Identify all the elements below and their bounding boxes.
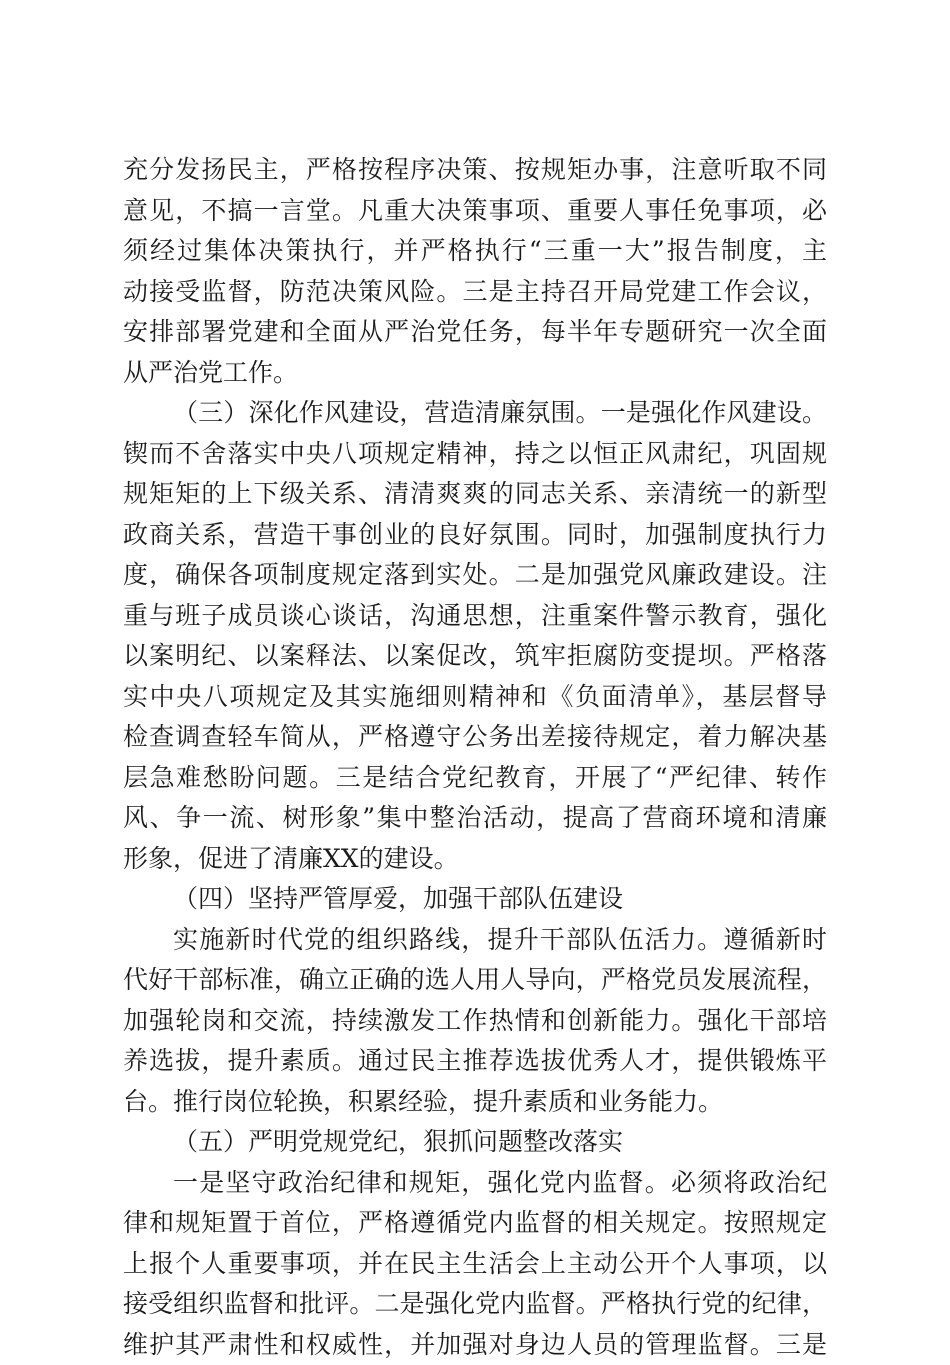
text-line: 风、争一流、树形象”集中整治活动，提高了营商环境和清廉 bbox=[123, 798, 827, 839]
text-line: （三）深化作风建设，营造清廉氛围。一是强化作风建设。 bbox=[123, 393, 827, 434]
section-heading: （五）严明党规党纪，狠抓问题整改落实 bbox=[123, 1122, 827, 1163]
text-line: 实施新时代党的组织路线，提升干部队伍活力。遵循新时 bbox=[123, 920, 827, 961]
text-line: 实中央八项规定及其实施细则精神和《负面清单》，基层督导 bbox=[123, 677, 827, 718]
text-line: 规矩矩的上下级关系、清清爽爽的同志关系、亲清统一的新型 bbox=[123, 474, 827, 515]
text-line: 加强轮岗和交流，持续激发工作热情和创新能力。强化干部培 bbox=[123, 1001, 827, 1042]
text-line: 一是坚守政治纪律和规矩，强化党内监督。必须将政治纪 bbox=[123, 1163, 827, 1204]
section-heading: （四）坚持严管厚爱，加强干部队伍建设 bbox=[123, 879, 827, 920]
text-line: 安排部署党建和全面从严治党任务，每半年专题研究一次全面 bbox=[123, 312, 827, 353]
text-line: 重与班子成员谈心谈话，沟通思想，注重案件警示教育，强化 bbox=[123, 596, 827, 637]
text-line: 充分发扬民主，严格按程序决策、按规矩办事，注意听取不同 bbox=[123, 150, 827, 191]
text-line: 从严治党工作。 bbox=[123, 353, 827, 394]
text-line: 接受组织监督和批评。二是强化党内监督。严格执行党的纪律， bbox=[123, 1284, 827, 1325]
text-line: 代好干部标准，确立正确的选人用人导向，严格党员发展流程， bbox=[123, 960, 827, 1001]
text-line: 律和规矩置于首位，严格遵循党内监督的相关规定。按照规定 bbox=[123, 1203, 827, 1244]
text-line: 动接受监督，防范决策风险。三是主持召开局党建工作会议， bbox=[123, 272, 827, 313]
text-line: 检查调查轻车简从，严格遵守公务出差接待规定，着力解决基 bbox=[123, 717, 827, 758]
text-line: 养选拔，提升素质。通过民主推荐选拔优秀人才，提供锻炼平 bbox=[123, 1041, 827, 1082]
text-line: 台。推行岗位轮换，积累经验，提升素质和业务能力。 bbox=[123, 1082, 827, 1123]
text-line: 政商关系，营造干事创业的良好氛围。同时，加强制度执行力 bbox=[123, 515, 827, 556]
text-line: 锲而不舍落实中央八项规定精神，持之以恒正风肃纪，巩固规 bbox=[123, 434, 827, 475]
text-line: 形象，促进了清廉XX的建设。 bbox=[123, 839, 827, 880]
text-line: 意见，不搞一言堂。凡重大决策事项、重要人事任免事项，必 bbox=[123, 191, 827, 232]
text-line: 维护其严肃性和权威性，并加强对身边人员的管理监督。三是 bbox=[123, 1325, 827, 1365]
document-body bbox=[123, 150, 827, 1365]
text-line: 须经过集体决策执行，并严格执行“三重一大”报告制度，主 bbox=[123, 231, 827, 272]
text-line: 上报个人重要事项，并在民主生活会上主动公开个人事项，以 bbox=[123, 1244, 827, 1285]
text-line: 度，确保各项制度规定落到实处。二是加强党风廉政建设。注 bbox=[123, 555, 827, 596]
text-line: 以案明纪、以案释法、以案促改，筑牢拒腐防变提坝。严格落 bbox=[123, 636, 827, 677]
text-line: 层急难愁盼问题。三是结合党纪教育，开展了“严纪律、转作 bbox=[123, 758, 827, 799]
